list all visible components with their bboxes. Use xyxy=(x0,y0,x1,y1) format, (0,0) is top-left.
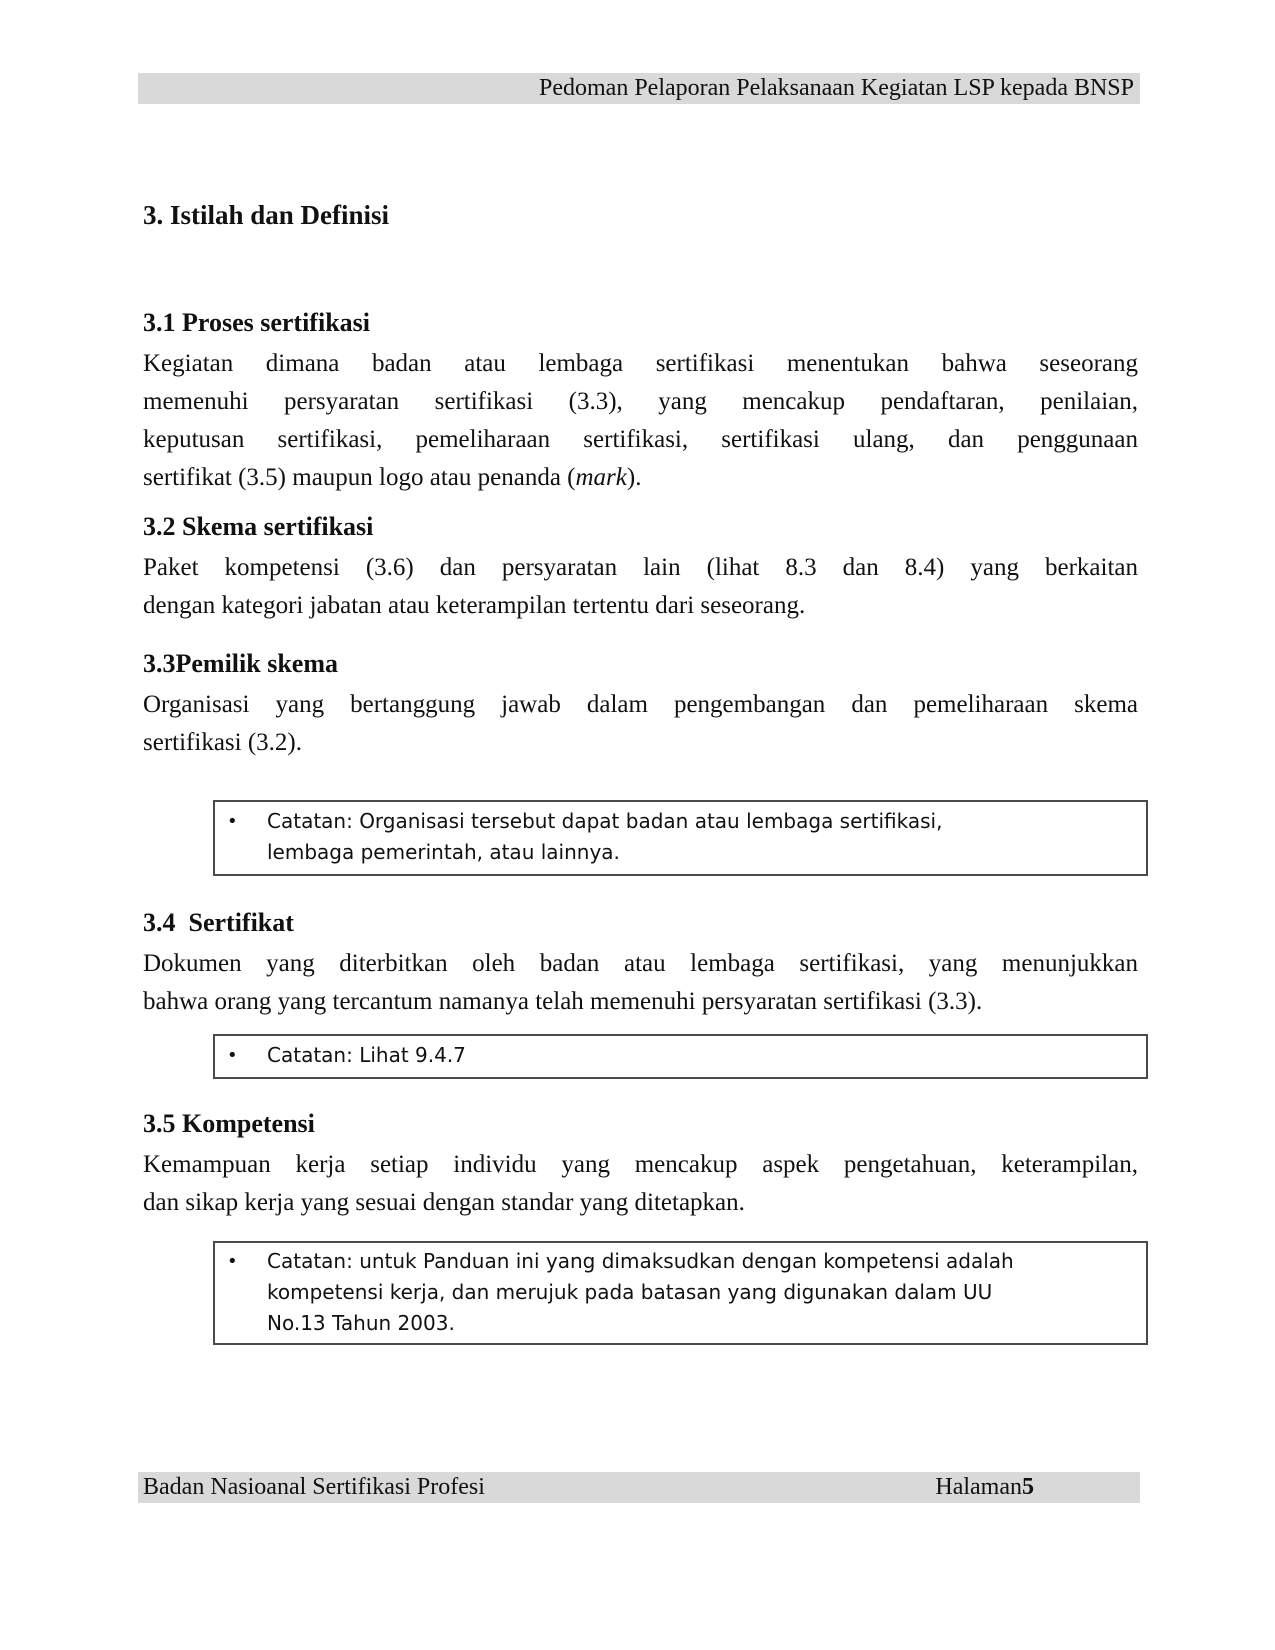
section-paragraph xyxy=(143,345,1138,497)
footer-page-indicator xyxy=(935,1472,1034,1503)
note-box xyxy=(213,800,1148,876)
text-run: sertifikat (3.5) maupun logo atau penanda ( xyxy=(143,464,576,491)
text-line: lembaga pemerintah, atau lainnya. xyxy=(267,840,620,864)
text-line: Dokumen yang diterbitkan oleh badan atau lembaga sertifikasi, yang menunjukkan xyxy=(143,950,1138,977)
section-heading: 3.2 Skema sertifikasi xyxy=(143,512,374,541)
text-line: Catatan: Organisasi tersebut dapat badan atau lembaga sertifikasi, xyxy=(267,809,943,833)
paragraph-lines xyxy=(143,945,1138,983)
text-line: Kegiatan dimana badan atau lembaga sertifikasi menentukan bahwa seseorang xyxy=(143,350,1138,377)
italic-text-run: mark xyxy=(575,464,627,491)
section-3-1-proses-sertifikasi xyxy=(143,306,1138,497)
page-footer xyxy=(138,1472,1140,1503)
text-line: Organisasi yang bertanggung jawab dalam pengembangan dan pemeliharaan skema xyxy=(143,691,1138,718)
note-text xyxy=(267,1246,1136,1339)
section-paragraph xyxy=(143,945,1138,1021)
text-run: ). xyxy=(626,464,642,491)
section-paragraph xyxy=(143,686,1138,762)
section-heading: 3.1 Proses sertifikasi xyxy=(143,308,370,337)
note-text xyxy=(267,1040,1136,1071)
document-title: 3. Istilah dan Definisi xyxy=(143,200,390,230)
header-title: Pedoman Pelaporan Pelaksanaan Kegiatan LSP kepada BNSP xyxy=(539,75,1134,101)
paragraph-lines xyxy=(143,549,1138,587)
text-run: dengan kategori jabatan atau keterampilan tertentu dari seseorang. xyxy=(143,592,806,619)
paragraph-last-line xyxy=(143,983,1138,1021)
paragraph-lines xyxy=(143,1146,1138,1184)
document-body xyxy=(143,197,1138,1345)
note-text xyxy=(267,806,1136,868)
text-run: sertifikasi (3.2). xyxy=(143,729,302,756)
section-paragraph xyxy=(143,549,1138,625)
section-3-2-skema-sertifikasi xyxy=(143,510,1138,625)
page-number: 5 xyxy=(1022,1474,1034,1500)
paragraph-last-line xyxy=(143,459,1138,497)
bullet-icon: • xyxy=(227,811,238,832)
section-3-4-sertifikat xyxy=(143,906,1138,1079)
page-label: Halaman xyxy=(935,1474,1022,1500)
text-line: memenuhi persyaratan sertifikasi (3.3), yang mencakup pendaftaran, penilaian, xyxy=(143,388,1138,415)
text-line: Catatan: Lihat 9.4.7 xyxy=(267,1043,466,1067)
text-run: bahwa orang yang tercantum namanya telah memenuhi persyaratan sertifikasi (3.3). xyxy=(143,988,983,1015)
paragraph-lines xyxy=(143,345,1138,459)
bullet-icon: • xyxy=(227,1045,238,1066)
section-3-5-kompetensi xyxy=(143,1107,1138,1345)
paragraph-last-line xyxy=(143,587,1138,625)
paragraph-last-line xyxy=(143,724,1138,762)
page-header xyxy=(138,73,1140,104)
paragraph-lines xyxy=(143,686,1138,724)
text-line: Catatan: untuk Panduan ini yang dimaksudkan dengan kompetensi adalah xyxy=(267,1249,1014,1273)
note-box xyxy=(213,1241,1148,1345)
section-heading: 3.3Pemilik skema xyxy=(143,649,338,678)
text-line: No.13 Tahun 2003. xyxy=(267,1311,455,1335)
text-line: keputusan sertifikasi, pemeliharaan sertifikasi, sertifikasi ulang, dan penggunaan xyxy=(143,426,1138,453)
section-heading: 3.4 Sertifikat xyxy=(143,908,294,937)
footer-organization: Badan Nasioanal Sertifikasi Profesi xyxy=(143,1474,485,1500)
text-run: dan sikap kerja yang sesuai dengan standar yang ditetapkan. xyxy=(143,1189,745,1216)
section-heading: 3.5 Kompetensi xyxy=(143,1109,315,1138)
text-line: Paket kompetensi (3.6) dan persyaratan lain (lihat 8.3 dan 8.4) yang berkaitan xyxy=(143,554,1138,581)
section-paragraph xyxy=(143,1146,1138,1222)
text-line: kompetensi kerja, dan merujuk pada batasan yang digunakan dalam UU xyxy=(267,1280,993,1304)
note-box xyxy=(213,1034,1148,1079)
bullet-icon: • xyxy=(227,1251,238,1272)
section-3-3-pemilik-skema xyxy=(143,647,1138,876)
paragraph-last-line xyxy=(143,1184,1138,1222)
text-line: Kemampuan kerja setiap individu yang mencakup aspek pengetahuan, keterampilan, xyxy=(143,1151,1138,1178)
